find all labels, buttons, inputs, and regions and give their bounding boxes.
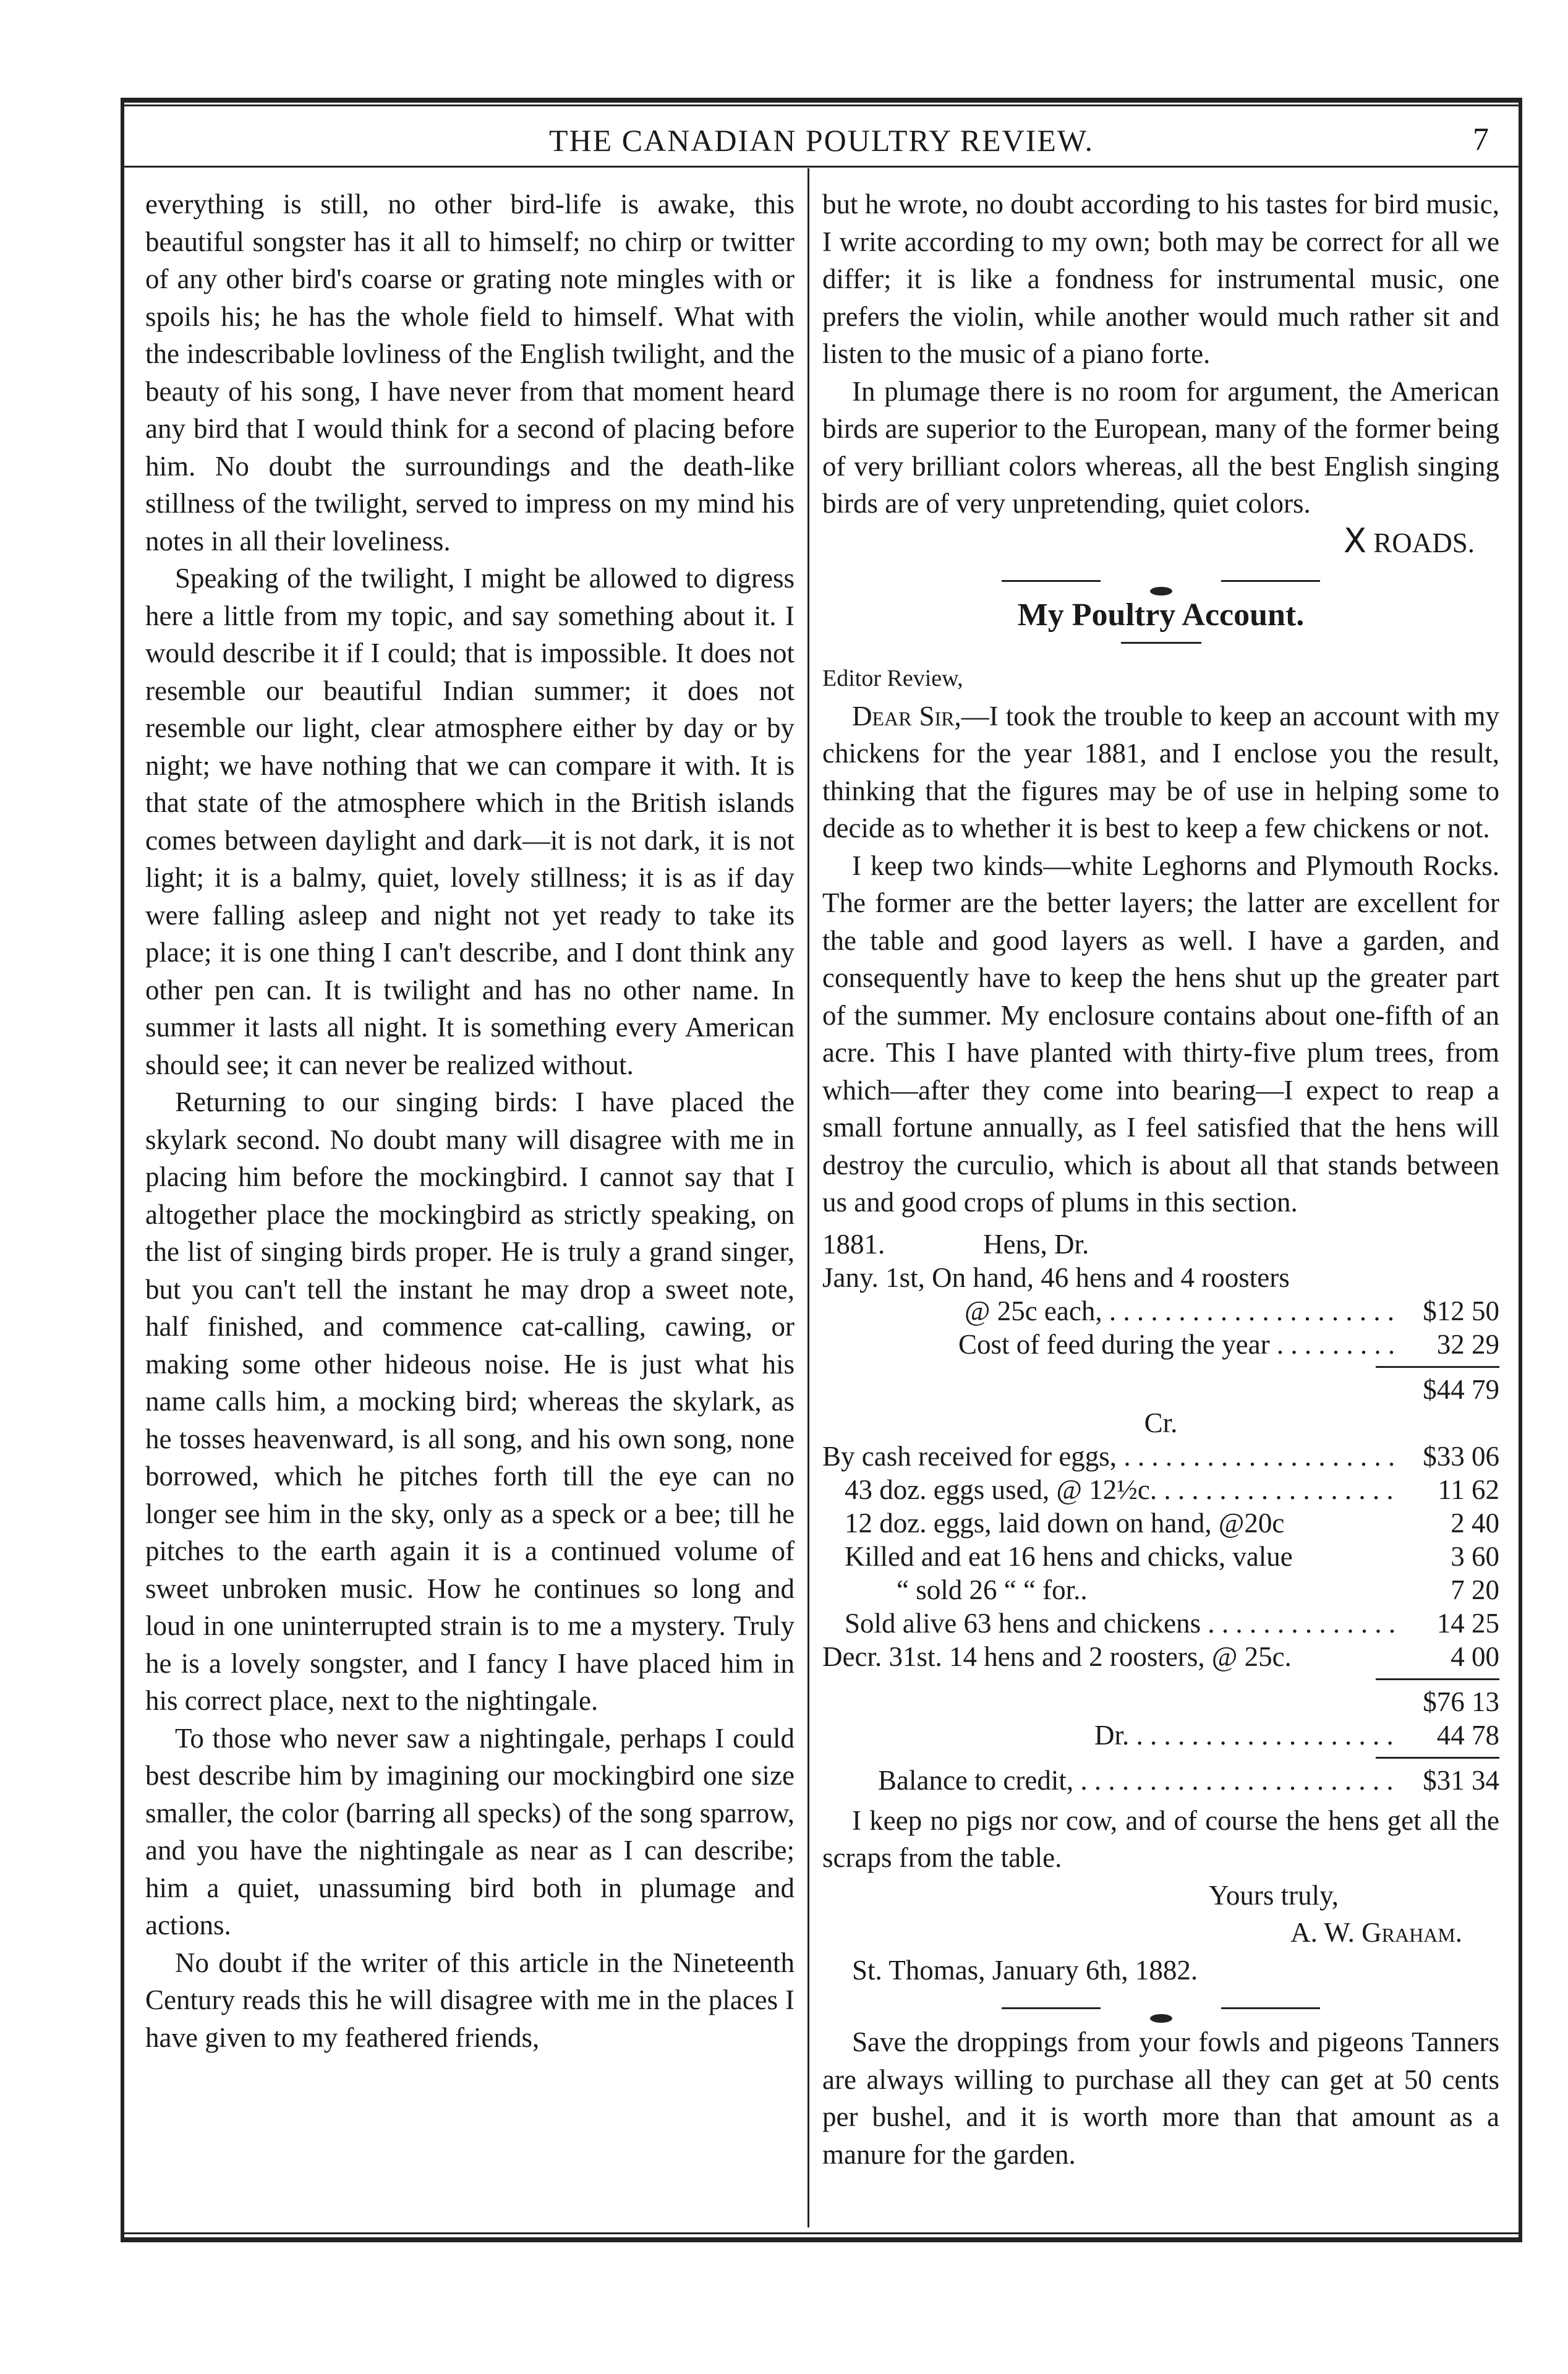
page-header [124,122,1519,160]
dateline: Editor Review, [822,665,963,691]
account-desc: Balance to credit, . . . [878,1764,1394,1797]
account-heading-row [822,1228,1499,1261]
account-total-row [822,1373,1499,1406]
paragraph: Speaking of the twilight, I might be allowed to digress here a little from my topic, and say something about it. I would describe it if I could; that is impossible. It does not resemble our beautiful Indian summer; it does not resemble our light, clear atmosphere either by day or by night; we have nothing that we can compare it with. It is that state of the atmosphere which in the British islands comes between daylight and dark—it is not dark, it is not light; it is a balmy, quiet, lovely stillness; it is as if day were falling asleep and night not yet ready to take its place; it is one thing I can't describe, and I dont think any other pen can. It is twilight and has no other name. In summer it lasts all night. It is something every American should see; it can never be realized without. [145,563,795,1080]
account-row [822,1640,1499,1673]
account-row [822,1540,1499,1573]
running-title: THE CANADIAN POULTRY REVIEW. [549,123,1094,158]
title-rule [1121,642,1201,644]
sum-rule [1376,1678,1499,1680]
signoff [822,523,1499,562]
account-row [822,1473,1499,1506]
account-balance-row [822,1764,1499,1797]
account-desc: Sold alive 63 hens and chickens . . . [845,1607,1394,1640]
article-title: My Poultry Account. [1017,597,1305,633]
account-desc: Killed and eat 16 hens and chicks, value [845,1540,1293,1572]
account-dr-heading: Hens, Dr. [983,1228,1089,1260]
paragraph-text: —I took the trouble to keep an account with my chickens for the year 1881, and I enclose you the result, thinking that the figures may be of use in helping some to decide as to whether it is best to keep a few chickens or not. [822,700,1500,843]
paragraph: No doubt if the writer of this article in the Nineteenth Century reads this he will disagree with me in the places I have given to my feathered friends, [145,1947,795,2053]
account-row [822,1506,1499,1540]
sum-rule [1376,1757,1499,1759]
account-value: 3 60 [1451,1540,1499,1572]
paragraph: but he wrote, no doubt according to his tastes for bird music, I write according to my own; both may be correct for all we differ; it is like a fondness for instrumental music, one prefers the violin, while another would much rather sit and listen to the music of a piano forte. [822,189,1499,369]
separator-line [1002,580,1101,582]
account-row [822,1607,1499,1640]
separator-ornament [1150,587,1172,596]
account-value: 11 62 [1438,1474,1499,1505]
left-column [145,186,795,2056]
paragraph: In plumage there is no room for argument, the American birds are superior to the European, many of the former being of very brilliant colors whereas, all the best English singing birds are of very unpretending, quiet colors. [822,375,1499,519]
author: A. W. Graham. [1290,1917,1462,1948]
paragraph: everything is still, no other bird-life is awake, this beautiful songster has it all to himself; no chirp or twitter of any other bird's coarse or grating note mingles with or spoils his; he has the whole field to himself. What with the indescribable lovliness of the English twilight, and the beauty of his song, I have never from that moment heard any bird that I would think for a second of placing before him. No doubt the surroundings and the death-like stillness of the twilight, served to impress on my mind his notes in all their loveliness. [145,189,795,557]
signoff-mark: X [1343,521,1366,560]
account-row [822,1328,1499,1361]
account-row [822,1261,1499,1294]
account-row [822,1294,1499,1328]
account-cr-heading: Cr. [1144,1407,1178,1438]
column-divider [807,168,809,2227]
account-value: $33 06 [1423,1440,1499,1472]
account-value: 2 40 [1451,1507,1499,1539]
place-date: St. Thomas, January 6th, 1882. [852,1954,1198,1986]
account-total: $76 13 [1423,1686,1499,1717]
account-desc: 43 doz. eggs used, @ 12½c. . . . [845,1473,1394,1506]
ornamental-separator [822,1995,1499,2020]
account-desc: 12 doz. eggs, laid down on hand, @20c [845,1507,1285,1539]
account-value: $12 50 [1423,1295,1499,1326]
account-value: 4 00 [1451,1641,1499,1672]
closing-yours: Yours truly, [1208,1879,1339,1911]
bottom-double-rule [121,2232,1522,2242]
account-desc: Dr. . . . [1094,1719,1394,1752]
account-total-row [822,1685,1499,1719]
letter-opening [822,698,1499,847]
account-value: 7 20 [1451,1574,1499,1605]
page-number: 7 [1473,122,1489,157]
paragraph: To those who never saw a nightingale, perhaps I could best describe him by imagining our mockingbird one size smaller, the color (barring all specks) of the song sparrow, and you have the nightingale as near as I can describe; him a quiet, unassuming bird both in plumage and actions. [145,1722,795,1941]
right-column [822,186,1499,2173]
header-rule [124,166,1519,168]
account-row [822,1719,1499,1752]
paragraph: Save the droppings from your fowls and pigeons Tanners are always willing to purchase all they can get at 50 cents per bushel, and it is worth more than that amount as a manure for the garden. [822,2026,1499,2170]
paragraph: I keep two kinds—white Leghorns and Plymouth Rocks. The former are the better layers; the latter are excellent for the table and good layers as well. I have a garden, and consequently have to keep the hens shut up the greater part of the summer. My enclosure contains about one-fifth of an acre. This I have planted with thirty-five plum trees, from which—after they come into bearing—I expect to reap a small fortune annually, as I feel satisfied that the hens will destroy the curculio, which is about all that stands between us and good crops of plums in this section. [822,850,1499,1218]
account-row [822,1573,1499,1607]
account-desc: @ 25c each, . . . [965,1294,1394,1328]
account-value: 14 25 [1436,1607,1499,1639]
separator-line [1221,580,1320,582]
account-total: $44 79 [1423,1373,1499,1405]
account-row [822,1440,1499,1473]
signoff-name: ROADS. [1373,527,1475,558]
account-table [822,1228,1499,1797]
account-year: 1881. [822,1228,885,1260]
paragraph: Returning to our singing birds: I have placed the skylark second. No doubt many will disagree with me in placing him before the mockingbird. I cannot say that I altogether place the mockingbird as strictly speaking, on the list of singing birds proper. He is truly a grand singer, but you can't tell the instant he may drop a sweet note, half finished, and commence cat-calling, cawing, or making some other hideous noise. He is just what his name calls him, a mocking bird; whereas the skylark, as he tosses heavenward, is all song, and his own song, none borrowed, which he pitches forth till the eye can no longer see him in the sky, only as a speck or a bee; till he pitches to the earth again it is a continued volume of sweet unbroken music. How he continues so long and loud in one uninterrupted strain is to me a mystery. Truly he is a lovely songster, and I fancy I have placed him in his correct place, next to the nightingale. [145,1087,795,1716]
separator-line [1221,2007,1320,2009]
account-value: 44 78 [1436,1719,1499,1751]
separator-ornament [1150,2014,1172,2023]
account-value: 32 29 [1436,1328,1499,1360]
sum-rule [1376,1366,1499,1368]
account-desc: Cost of feed during the year . . . [958,1328,1394,1361]
separator-line [1002,2007,1101,2009]
account-value: $31 34 [1423,1764,1499,1796]
account-desc: “ sold 26 “ “ for.. [897,1574,1088,1605]
account-desc: By cash received for eggs, . . . [822,1440,1394,1473]
paragraph: I keep no pigs nor cow, and of course the hens get all the scraps from the table. [822,1804,1499,1873]
account-desc: Jany. 1st, On hand, 46 hens and 4 roosters [822,1262,1290,1293]
salutation: Dear Sir, [852,700,961,732]
account-desc: Decr. 31st. 14 hens and 2 roosters, @ 25c. [822,1641,1292,1672]
ornamental-separator [822,568,1499,592]
